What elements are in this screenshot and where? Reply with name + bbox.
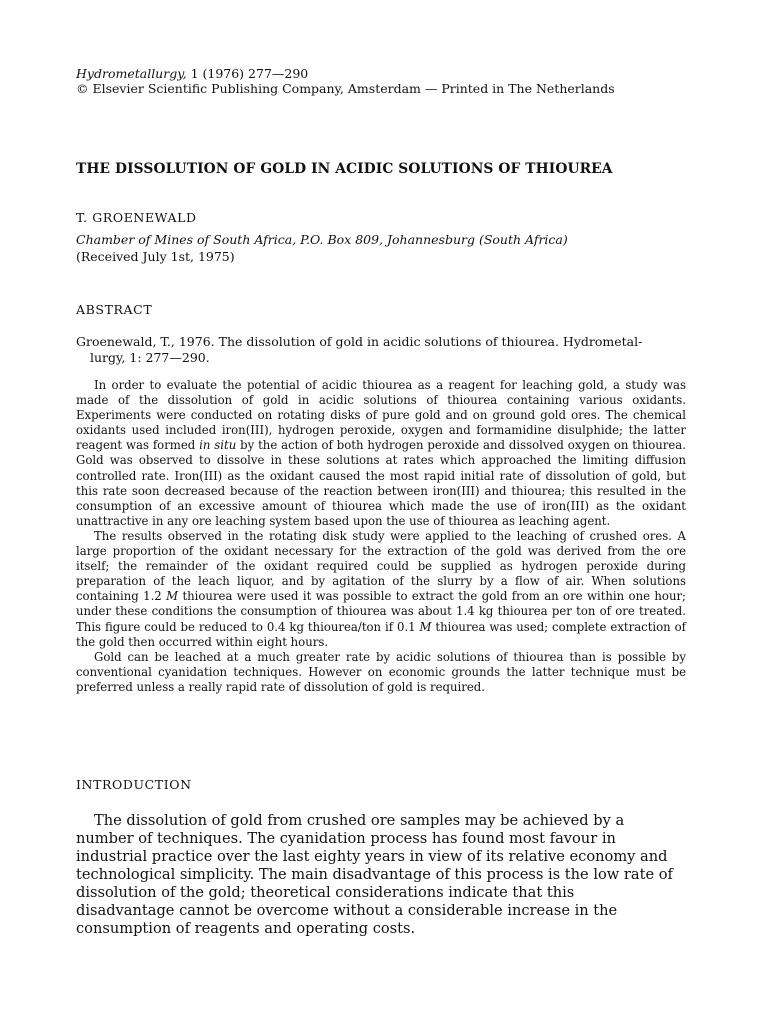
author-name: T. GROENEWALD — [76, 210, 197, 225]
abstract-p2-text-c: thiourea was used; complete extraction of the gold then occurred within eight hours. — [76, 619, 686, 649]
abstract-paragraph-2 — [76, 529, 686, 650]
citation-line-1: Groenewald, T., 1976. The dissolution of gold in acidic solutions of thiourea. Hydrometal- — [76, 334, 643, 349]
paper-title: THE DISSOLUTION OF GOLD IN ACIDIC SOLUTIONS OF THIOUREA — [76, 161, 613, 177]
abstract-p2-text-a: The results observed in the rotating disk study were applied to the leaching of crushed ores. A large proportion of the oxidant necessary for the extraction of the gold was derived from the ore itself; the remainder of the oxidant required could be supplied as hydrogen peroxide during preparation of the leach liquor, and by agitation of the slurry by a flow of air. When solutions containing 1.2 — [76, 528, 686, 604]
introduction-heading: INTRODUCTION — [76, 777, 192, 792]
introduction-paragraph-1: The dissolution of gold from crushed ore samples may be achieved by a number of techniques. The cyanidation process has found most favour in industrial practice over the last eighty years in view of its relative economy and technological simplicity. The main disadvantage of this process is the low rate of dissolution of the gold; theoretical considerations indicate that this disadvantage cannot be overcome without a considerable increase in the consumption of reagents and operating costs. — [76, 812, 673, 937]
abstract-paragraph-1 — [76, 378, 686, 529]
introduction-body — [76, 812, 676, 938]
abstract-heading: ABSTRACT — [76, 302, 153, 317]
abstract-p1-text-a: In order to evaluate the potential of acidic thiourea as a reagent for leaching gold, a study was made of the dissolution of gold in acidic solutions of thiourea containing various oxidants. Experiments were conducted on rotating disks of pure gold and on ground gold ores. The chemical oxidants used included iron(III), hydrogen peroxide, oxygen and formamidine disulphide; the latter reagent was formed — [76, 378, 686, 453]
abstract-p2-molar-2: M — [419, 619, 432, 634]
publisher-line: © Elsevier Scientific Publishing Company, Amsterdam — Printed in The Netherlands — [76, 81, 615, 96]
journal-citation-line — [76, 66, 308, 82]
received-date: (Received July 1st, 1975) — [76, 249, 235, 264]
abstract-paragraph-3: Gold can be leached at a much greater rate by acidic solutions of thiourea than is possible by conventional cyanidation techniques. However on economic grounds the latter technique must be preferred unless a really rapid rate of dissolution of gold is required. — [76, 649, 686, 694]
abstract-citation — [76, 334, 686, 366]
abstract-p1-italic: in situ — [199, 438, 237, 453]
journal-volume-pages: 1 (1976) 277—290 — [186, 66, 309, 81]
abstract-p1-text-b: by the action of both hydrogen peroxide and dissolved oxygen on thiourea. Gold was observed to dissolve in these solutions at rates which approached the limiting diffusion controlled rate. Iron(III) as the oxidant caused the most rapid initial rate of dissolution of gold, but this rate soon decreased because of the reaction between iron(III) and thiourea; this resulted in the consumption of an excessive amount of thiourea which made the use of iron(III) as the oxidant unattractive in any ore leaching system based upon the use of thiourea as leaching agent. — [76, 438, 686, 528]
journal-name: Hydrometallurgy, — [76, 66, 187, 81]
citation-line-2: lurgy, 1: 277—290. — [90, 350, 210, 365]
abstract-body — [76, 378, 686, 695]
abstract-p2-molar-1: M — [166, 589, 179, 604]
abstract-p2-text-b: thiourea were used it was possible to extract the gold from an ore within one hour; under these conditions the consumption of thiourea was about 1.4 kg thiourea per ton of ore treated. This figure could be reduced to 0.4 kg thiourea/ton if 0.1 — [76, 589, 686, 634]
author-affiliation: Chamber of Mines of South Africa, P.O. Box 809, Johannesburg (South Africa) — [76, 232, 568, 247]
